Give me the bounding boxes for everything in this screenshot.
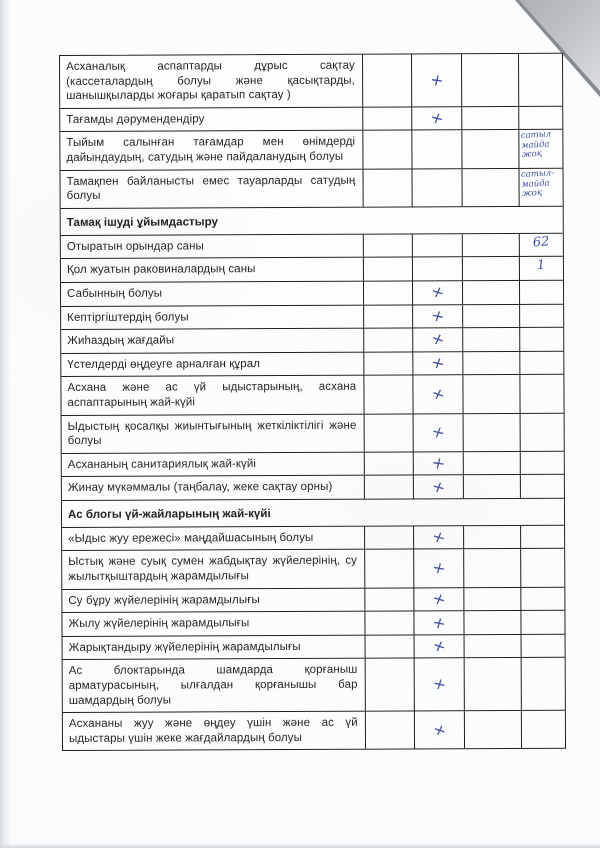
column-1-cell — [365, 550, 414, 587]
table-row — [62, 413, 564, 453]
column-2-cell — [413, 414, 464, 451]
column-1-cell — [364, 258, 413, 281]
column-1-cell — [364, 376, 413, 413]
handwritten-number: 1 — [536, 257, 547, 274]
table-row — [60, 54, 562, 109]
criterion-label: «Ыдыс жуу ережесі» маңдайшасының болуы — [62, 527, 365, 551]
column-3-cell — [463, 281, 520, 304]
section-title: Ас блогы үй-жайларының жай-күйі — [67, 506, 271, 521]
column-2-cell — [412, 169, 463, 206]
criterion-label: Ыдыстың қосалқы жиынтығының жеткіліктілігі және болуы — [62, 414, 365, 453]
column-2-cell — [414, 588, 465, 611]
column-3-cell — [463, 305, 520, 328]
table-row — [61, 281, 563, 307]
column-3-cell — [463, 234, 520, 257]
column-2-cell — [412, 107, 463, 130]
handwritten-checkmark: + — [427, 69, 446, 90]
handwritten-checkmark: + — [427, 281, 448, 303]
column-3-cell — [465, 588, 522, 611]
column-3-cell — [464, 475, 521, 498]
table-row — [62, 451, 564, 477]
criterion-label: Отыратын орындар саны — [61, 234, 364, 258]
criterion-label: Асхана және ас үй ыдыстарының, асхана аспаптарының жай-күйі — [61, 376, 364, 415]
column-1-cell — [364, 281, 413, 304]
notes-cell — [522, 587, 565, 610]
handwritten-checkmark: + — [429, 612, 449, 633]
column-2-cell — [414, 611, 465, 634]
handwritten-checkmark: + — [429, 673, 449, 695]
column-3-cell — [463, 169, 520, 206]
notes-cell — [520, 281, 563, 304]
scan-edge-bottom — [0, 843, 600, 848]
column-1-cell — [365, 612, 414, 635]
column-3-cell — [464, 452, 521, 475]
table-row — [62, 587, 564, 613]
column-3-cell — [465, 635, 522, 658]
criterion-label: Сабынның болуы — [61, 282, 364, 306]
column-3-cell — [465, 549, 522, 586]
column-2-cell — [412, 258, 463, 281]
criterion-label: Асханалық аспаптарды дұрыс сақтау (кассеталардың болуы және қасықтарды, шанышқыларды жоғары қаратып сақтау ) — [60, 55, 363, 108]
notes-cell — [520, 328, 563, 351]
criterion-label: Тамақпен байланысты емес тауарларды сатудың болуы — [61, 169, 364, 208]
column-1-cell — [365, 659, 414, 711]
criterion-label: Тағамды дәрумендендіру — [60, 107, 363, 131]
criterion-label: Тыйым салынған тағамдар мен өнімдерді дайындаудың, сатудың және пайдаланудың болуы — [60, 131, 363, 170]
table-row — [62, 611, 564, 637]
notes-cell — [522, 611, 565, 634]
notes-cell — [521, 526, 564, 549]
column-2-cell — [413, 452, 464, 475]
notes-cell — [520, 304, 563, 327]
table-row — [61, 234, 563, 260]
column-3-cell — [465, 711, 522, 748]
criterion-label: Су бұру жүйелерінің жарамдылығы — [62, 588, 365, 612]
column-2-cell — [414, 659, 465, 711]
handwritten-checkmark: + — [428, 305, 448, 327]
column-2-cell — [413, 328, 464, 351]
column-2-cell — [412, 234, 463, 257]
column-2-cell — [414, 550, 465, 587]
notes-cell — [521, 375, 564, 412]
column-3-cell — [464, 526, 521, 549]
criterion-label: Жинау мүкәммалы (таңбалау, жеке сақтау орны) — [62, 476, 365, 500]
column-1-cell — [365, 635, 414, 658]
handwritten-checkmark: + — [427, 382, 449, 405]
column-3-cell — [464, 328, 521, 351]
table-row — [60, 107, 562, 133]
criterion-label: Қол жуатын раковиналардың саны — [61, 258, 364, 282]
column-2-cell — [412, 131, 463, 168]
criterion-label: Үстелдерді өңдеуге арналған құрал — [61, 352, 364, 376]
column-3-cell — [465, 658, 522, 710]
inspection-table — [59, 53, 566, 752]
column-1-cell — [363, 169, 412, 206]
notes-cell — [522, 711, 565, 748]
handwritten-checkmark: + — [429, 718, 451, 741]
notes-cell — [521, 413, 564, 450]
criterion-label: Жарықтандыру жүйелерінің жарамдылығы — [63, 636, 366, 660]
handwritten-note: сатыл майда жоқ — [520, 129, 551, 161]
column-1-cell — [364, 414, 413, 451]
table-row — [63, 658, 565, 713]
section-title: Тамақ ішуді ұйымдастыру — [66, 215, 219, 229]
column-2-cell — [412, 54, 463, 106]
notes-cell — [520, 168, 563, 205]
column-2-cell — [414, 526, 465, 549]
column-1-cell — [364, 305, 413, 328]
notes-cell — [520, 234, 563, 257]
table-row — [63, 711, 565, 750]
scan-edge-left — [0, 0, 11, 848]
handwritten-checkmark: + — [429, 557, 449, 579]
handwritten-note: сатыл-майда жоқ — [520, 167, 554, 199]
handwritten-checkmark: + — [427, 107, 447, 129]
column-1-cell — [365, 476, 414, 499]
table-row — [61, 352, 563, 378]
criterion-label: Ыстық және суық сумен жабдықтау жүйелерінің, су жылытқыштардың жарамдылығы — [62, 550, 365, 589]
notes-cell — [521, 475, 564, 498]
column-2-cell — [414, 635, 465, 658]
table-row — [63, 635, 565, 661]
column-1-cell — [364, 234, 413, 257]
column-2-cell — [413, 376, 464, 413]
criterion-label: Асхананың санитариялық жай-күйі — [62, 452, 365, 476]
notes-cell — [521, 549, 564, 586]
column-3-cell — [463, 107, 520, 130]
column-1-cell — [365, 526, 414, 549]
table-row — [60, 130, 562, 170]
table-row — [61, 328, 563, 354]
table-row — [62, 549, 564, 589]
column-2-cell — [414, 711, 465, 748]
column-3-cell — [463, 257, 520, 280]
notes-cell — [520, 130, 563, 167]
criterion-label: Жиһаздың жағдайы — [61, 329, 364, 353]
notes-cell — [522, 658, 565, 710]
criterion-label: Ас блоктарында шамдарда қорғаныш арматурасының, ылғалдан қорғанышы бар шамдардың болуы — [63, 659, 366, 712]
section-row — [61, 207, 563, 236]
handwritten-number: 62 — [532, 234, 551, 251]
column-3-cell — [464, 375, 521, 412]
column-3-cell — [464, 352, 521, 375]
handwritten-checkmark: + — [428, 352, 448, 374]
handwritten-checkmark: + — [427, 328, 449, 351]
table-row — [62, 526, 564, 552]
notes-cell — [519, 54, 562, 106]
column-3-cell — [463, 130, 520, 167]
criterion-label: Жылу жүйелерінің жарамдылығы — [62, 612, 365, 636]
column-1-cell — [365, 588, 414, 611]
handwritten-checkmark: + — [428, 475, 449, 498]
section-row — [62, 499, 564, 528]
column-1-cell — [364, 352, 413, 375]
column-1-cell — [363, 54, 412, 106]
notes-cell — [521, 451, 564, 474]
column-1-cell — [363, 131, 412, 168]
column-2-cell — [413, 305, 464, 328]
criterion-label: Кептіргіштердің болуы — [61, 305, 364, 329]
column-2-cell — [413, 352, 464, 375]
table-row — [61, 304, 563, 330]
notes-cell — [520, 257, 563, 280]
column-2-cell — [413, 281, 464, 304]
criterion-label: Асхананы жуу және өңдеу үшін және ас үй ыдыстары үшін жеке жағдайлардың болуы — [63, 712, 366, 751]
table-row — [61, 257, 563, 283]
column-3-cell — [464, 413, 521, 450]
column-3-cell — [462, 54, 519, 106]
notes-cell — [520, 352, 563, 375]
notes-cell — [519, 107, 562, 130]
table-row — [61, 168, 563, 208]
column-2-cell — [413, 476, 464, 499]
column-1-cell — [366, 712, 415, 749]
handwritten-checkmark: + — [428, 421, 449, 443]
column-3-cell — [465, 611, 522, 634]
handwritten-checkmark: + — [428, 588, 450, 610]
column-1-cell — [365, 452, 414, 475]
table-row — [61, 375, 563, 415]
notes-cell — [522, 635, 565, 658]
table-row — [62, 475, 564, 501]
column-1-cell — [363, 107, 412, 130]
handwritten-checkmark: + — [428, 526, 449, 548]
handwritten-checkmark: + — [429, 452, 448, 474]
column-1-cell — [364, 329, 413, 352]
handwritten-checkmark: + — [429, 635, 450, 657]
